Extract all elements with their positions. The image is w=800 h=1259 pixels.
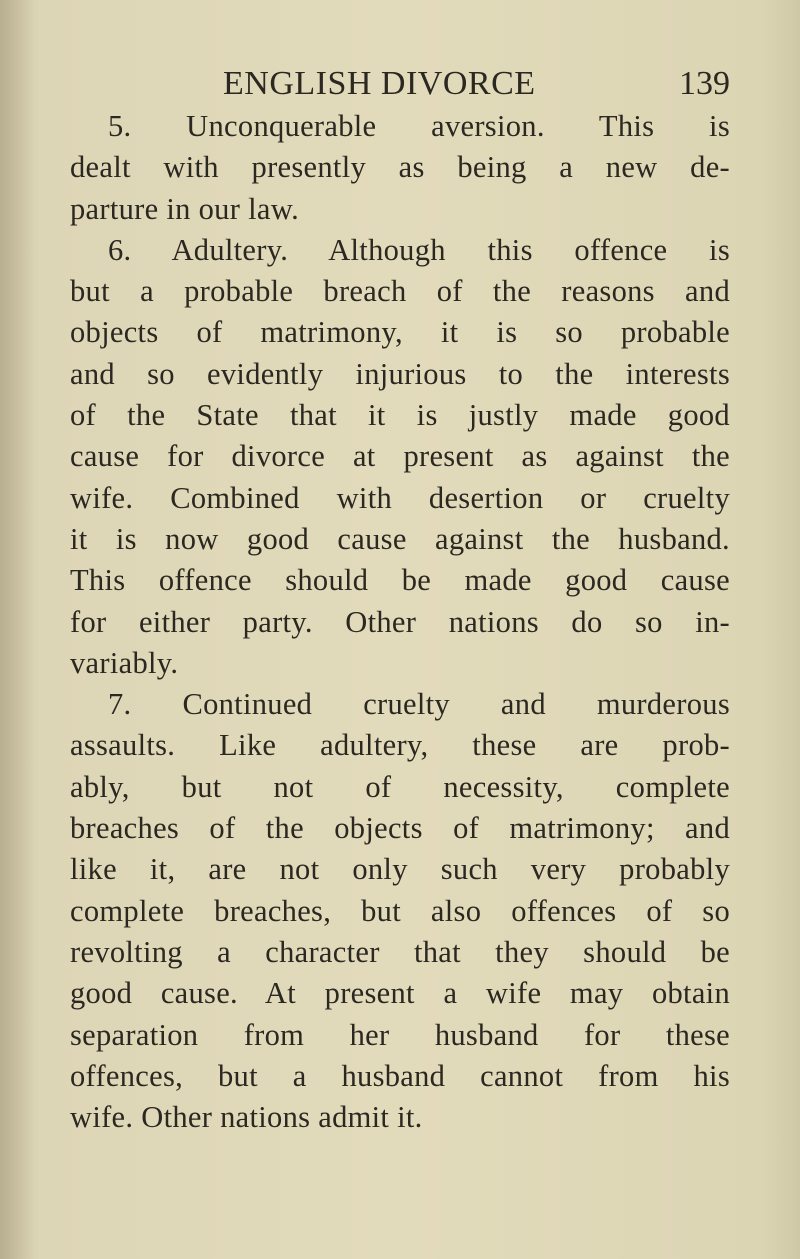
page-number: 139 — [679, 65, 730, 102]
text-line: variably. — [70, 645, 179, 680]
text-line: it is now good cause against the husband. — [70, 521, 730, 556]
text-line: but a probable breach of the reasons and — [70, 274, 730, 309]
text-line: assaults. Like adultery, these are prob- — [70, 728, 730, 763]
text-line: for either party. Other nations do so in- — [70, 604, 730, 639]
text-line: objects of matrimony, it is so probable — [70, 315, 730, 350]
running-head — [70, 62, 730, 106]
text-line: 6. Adultery. Although this offence is — [108, 232, 730, 267]
text-line: revolting a character that they should be — [70, 934, 730, 969]
text-line: breaches of the objects of matrimony; and — [70, 811, 730, 846]
text-line: offences, but a husband cannot from his — [70, 1058, 730, 1093]
text-line: and so evidently injurious to the interests — [70, 356, 730, 391]
text-line: good cause. At present a wife may obtain — [70, 976, 730, 1011]
text-line: 5. Unconquerable aversion. This is — [108, 109, 730, 143]
paper-edge-shadow — [0, 0, 34, 1259]
text-line: 7. Continued cruelty and murderous — [108, 687, 730, 722]
text-line: wife. Other nations admit it. — [70, 1100, 423, 1135]
text-line: cause for divorce at present as against the — [70, 439, 730, 474]
text-line: wife. Combined with desertion or cruelty — [70, 480, 730, 515]
text-line: parture in our law. — [70, 191, 299, 226]
text-line: complete breaches, but also offences of so — [70, 893, 730, 928]
running-title: ENGLISH DIVORCE — [223, 65, 536, 102]
text-line: like it, are not only such very probably — [70, 852, 730, 887]
text-line: of the State that it is justly made good — [70, 398, 730, 433]
text-line: This offence should be made good cause — [70, 563, 730, 598]
body-text — [70, 106, 730, 1138]
text-line: dealt with presently as being a new de- — [70, 150, 730, 185]
text-line: ably, but not of necessity, complete — [70, 769, 730, 804]
text-line: separation from her husband for these — [70, 1017, 730, 1052]
